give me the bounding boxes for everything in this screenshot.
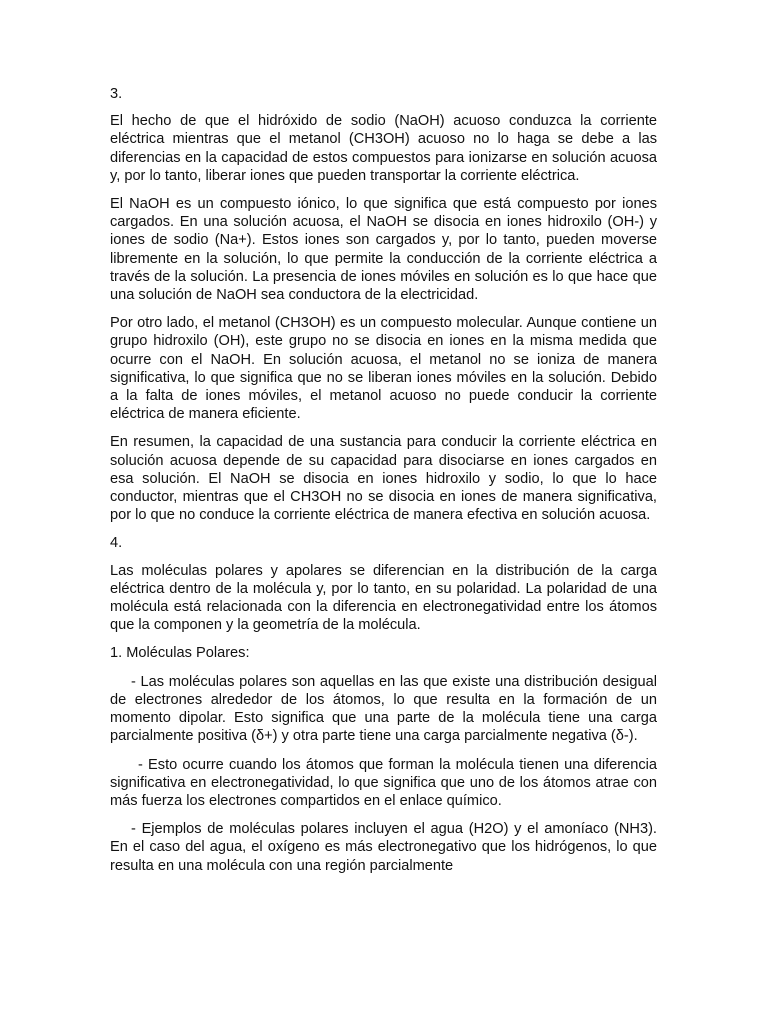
section-4-intro: Las moléculas polares y apolares se diferencian en la distribución de la carga eléctrica dentro de la molécula y, por lo tanto, en su polaridad. La polaridad de una molécula está relacionada con la diferencia en electronegatividad entre los átomos que la componen y la geometría de la molécula.: [110, 562, 657, 634]
section-3-paragraph-4: En resumen, la capacidad de una sustancia para conducir la corriente eléctrica en solución acuosa depende de su capacidad para disociarse en iones cargados en esa solución. El NaOH se disocia en iones hidroxilo y sodio, lo que lo hace conductor, mientras que el CH3OH no se disocia en iones de manera significativa, por lo que no conduce la corriente eléctrica de manera efectiva en solución acuosa.: [110, 434, 657, 524]
section-3-number: 3.: [110, 86, 123, 102]
section-4-subheading: 1. Moléculas Polares:: [110, 645, 250, 662]
section-3-paragraph-2: El NaOH es un compuesto iónico, lo que significa que está compuesto por iones cargados. En una solución acuosa, el NaOH se disocia en iones hidroxilo (OH-) y iones de sodio (Na+). Estos iones son cargados y, por lo tanto, pueden moverse libremente en la solución, lo que permite la conducción de la corriente eléctrica a través de la solución. La presencia de iones móviles en solución es lo que hace que una solución de NaOH sea conductora de la electricidad.: [110, 196, 657, 304]
section-3-paragraph-1: El hecho de que el hidróxido de sodio (NaOH) acuoso conduzca la corriente eléctrica mientras que el metanol (CH3OH) acuoso no lo haga se debe a las diferencias en la capacidad de estos compuestos para ionizarse en solución acuosa y, por lo tanto, liberar iones que pueden transportar la corriente eléctrica.: [110, 113, 657, 184]
polar-bullet-2: - Esto ocurre cuando los átomos que forman la molécula tienen una diferencia significativa en electronegatividad, lo que significa que uno de los átomos atrae con más fuerza los electrones compartidos en el enlace químico.: [110, 756, 657, 809]
section-3-paragraph-3: Por otro lado, el metanol (CH3OH) es un compuesto molecular. Aunque contiene un grupo hidroxilo (OH), este grupo no se disocia en iones en la misma medida que ocurre con el NaOH. En solución acuosa, el metanol no se ioniza de manera significativa, lo que significa que no se liberan iones móviles en la solución. Debido a la falta de iones móviles, el metanol acuoso no puede conducir la corriente eléctrica de manera eficiente.: [110, 315, 657, 423]
polar-bullet-1: - Las moléculas polares son aquellas en las que existe una distribución desigual de electrones alrededor de los átomos, lo que resulta en la formación de un momento dipolar. Esto significa que una parte de la molécula tiene una carga parcialmente positiva (δ+) y otra parte tiene una carga parcialmente negativa (δ-).: [110, 673, 657, 745]
polar-bullet-3: - Ejemplos de moléculas polares incluyen el agua (H2O) y el amoníaco (NH3). En el caso del agua, el oxígeno es más electronegativo que los hidrógenos, lo que resulta en una molécula con una región parcialmente: [110, 821, 657, 874]
document-page: [110, 85, 657, 885]
section-4-number: 4.: [110, 535, 123, 552]
